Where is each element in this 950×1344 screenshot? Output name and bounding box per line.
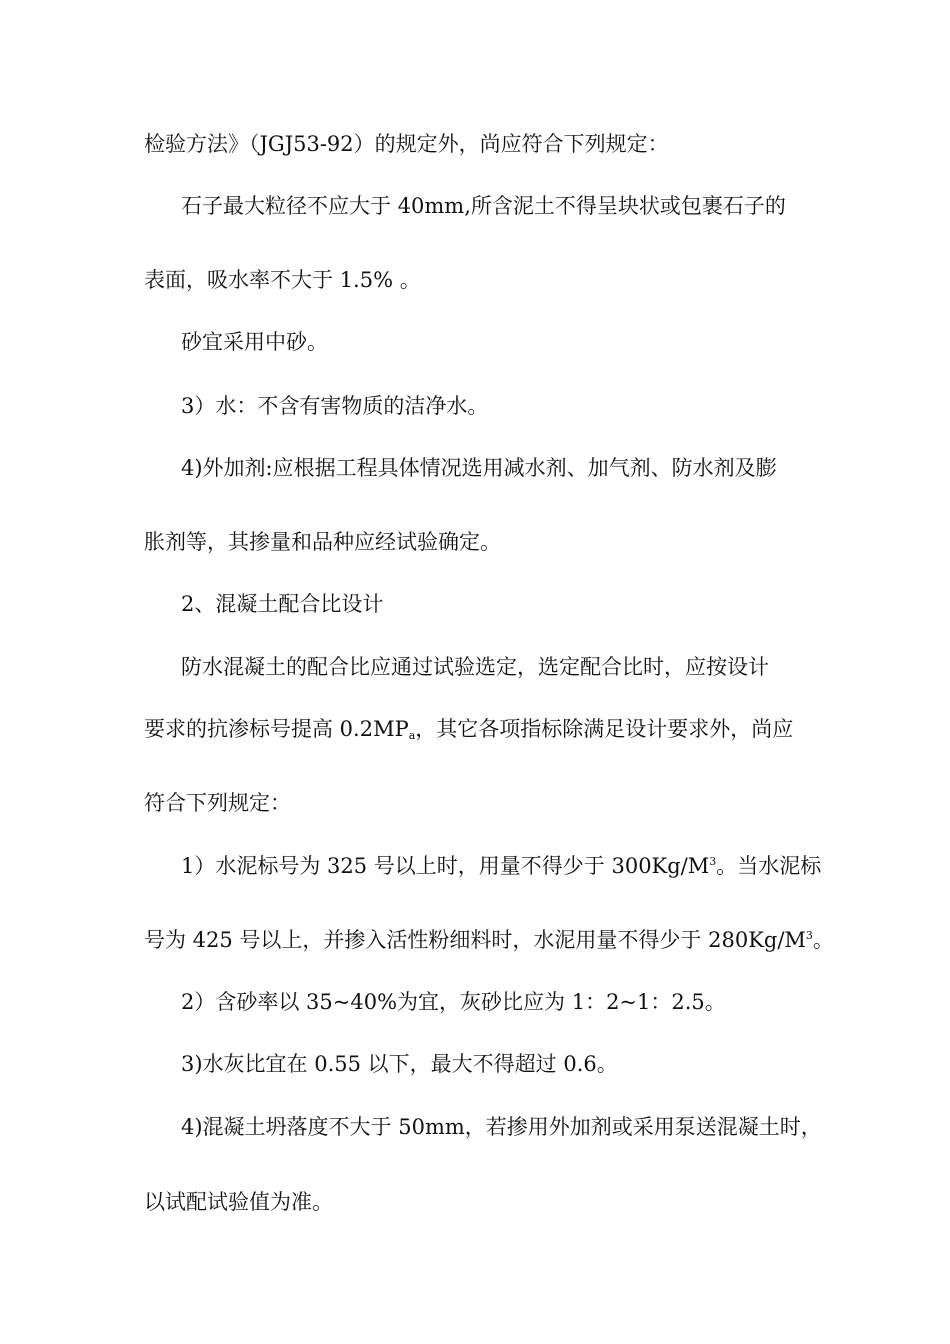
subscript-a: a [408, 729, 416, 742]
text-line-16 [0, 1113, 950, 1141]
line-text-post: ，其它各项指标除满足设计要求外，尚应 [415, 717, 794, 741]
text-line-6 [0, 454, 950, 482]
line-text: 胀剂等，其掺量和品种应经试验确定。 [144, 530, 501, 554]
text-line-14 [0, 988, 950, 1016]
text-line-4 [0, 328, 950, 356]
text-line-9 [0, 653, 950, 681]
line-text-post: 。当水泥标 [716, 854, 822, 878]
text-line-17 [0, 1188, 950, 1216]
line-text: 4)混凝土坍落度不大于 50mm，若掺用外加剂或采用泵送混凝土时， [181, 1115, 822, 1139]
text-line-1 [0, 130, 950, 158]
text-line-5 [0, 392, 950, 420]
line-text: 3）水：不含有害物质的洁净水。 [181, 394, 489, 418]
line-text: 2）含砂率以 35~40%为宜，灰砂比应为 1：2~1：2.5。 [181, 990, 726, 1014]
superscript-3: 3 [805, 929, 813, 942]
text-line-13 [0, 926, 950, 954]
text-line-12 [0, 852, 950, 880]
text-line-15 [0, 1050, 950, 1078]
line-text: 以试配试验值为准。 [144, 1190, 333, 1214]
line-text: 符合下列规定： [144, 791, 291, 815]
text-line-11 [0, 789, 950, 817]
line-text: 3)水灰比宜在 0.55 以下，最大不得超过 0.6。 [181, 1052, 618, 1076]
heading-text: 2、混凝土配合比设计 [181, 592, 384, 616]
line-text: 表面，吸水率不大于 1.5% 。 [144, 268, 421, 292]
line-text: 砂宜采用中砂。 [181, 330, 328, 354]
text-line-7 [0, 528, 950, 556]
line-text-pre: 要求的抗渗标号提高 0.2MP [144, 717, 409, 741]
text-line-3 [0, 266, 950, 294]
line-text: 检验方法》（JGJ53-92）的规定外，尚应符合下列规定： [144, 132, 669, 156]
text-line-2 [0, 192, 950, 220]
line-text: 防水混凝土的配合比应通过试验选定，选定配合比时，应按设计 [181, 655, 769, 679]
line-text-post: 。 [812, 928, 834, 952]
superscript-3: 3 [709, 855, 717, 868]
text-line-10 [0, 715, 950, 743]
line-text: 石子最大粒径不应大于 40mm,所含泥土不得呈块状或包裹石子的 [181, 194, 786, 218]
line-text-pre: 号为 425 号以上，并掺入活性粉细料时，水泥用量不得少于 280Kg/M [144, 928, 806, 952]
line-text: 4)外加剂:应根据工程具体情况选用减水剂、加气剂、防水剂及膨 [181, 456, 777, 480]
section-heading [0, 590, 950, 618]
line-text-pre: 1）水泥标号为 325 号以上时，用量不得少于 300Kg/M [181, 854, 710, 878]
